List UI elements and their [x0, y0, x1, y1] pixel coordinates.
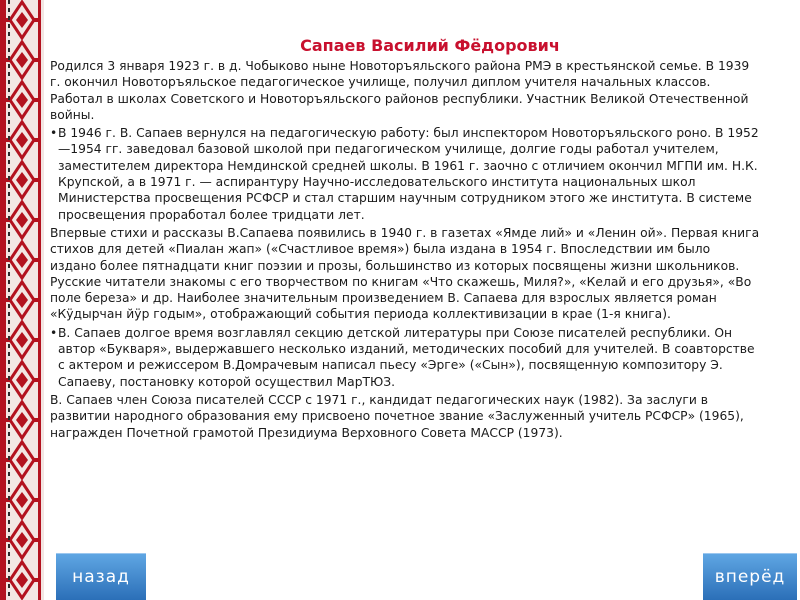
- page-title: Сапаев Василий Фёдорович: [300, 36, 560, 55]
- biography-text: [50, 58, 760, 443]
- forward-button[interactable]: вперёд: [703, 553, 797, 600]
- paragraph-literature: Впервые стихи и рассказы В.Сапаева появились в 1940 г. в газетах «Ямде лий» и «Ленин ой». Первая книга стихов для детей «Пиалан жап» («Счастливое время») была издана в 1954 г. Впоследствии им было издано более пятнадцати книг поэзии и прозы, большинство из которых посвящены жизни школьников. Русские читатели знакомы с его творчеством по книгам «Что скажешь, Миля?», «Келай и его друзья», «Во поле береза» и др. Наиболее значительным произведением В. Сапаева для взрослых является роман «Кӱдырчан йӱр годым», отображающий события периода коллективизации в крае (1-я книга).: [50, 225, 760, 322]
- back-button[interactable]: назад: [56, 553, 146, 600]
- bullet-text: В 1946 г. В. Сапаев вернулся на педагогическую работу: был инспектором Новоторъяльского роно. В 1952—1954 гг. заведовал базовой школой при педагогическом училище, долгие годы работал учителем, заместителем директора Немдинской средней школы. В 1961 г. заочно с отличием окончил МГПИ им. Н.К. Крупской, а в 1971 г. — аспирантуру Научно-исследовательского института национальных школ Министерства просвещения РСФСР и стал старшим научным сотрудником этого же института. В системе просвещения проработал более тридцати лет.: [58, 126, 759, 222]
- bullet-icon: •: [50, 325, 58, 340]
- bullet-text: В. Сапаев долгое время возглавлял секцию детской литературы при Союзе писателей республики. Он автор «Букваря», выдержавшего несколько изданий, методических пособий для учителей. В соавторстве с актером и режиссером В.Домрачевым написал пьесу «Эрге» («Сын»), посвященную композитору Э. Сапаеву, постановку которой осуществил МарТЮЗ.: [58, 325, 755, 389]
- paragraph-birth: Родился 3 января 1923 г. в д. Чобыково ныне Новоторъяльского района РМЭ в крестьянской семье. В 1939 г. окончил Новоторъяльское педагогическое училище, получил диплом учителя начальных классов. Работал в школах Советского и Новоторъяльского районов республики. Участник Великой Отечественной войны.: [50, 59, 750, 122]
- folk-ornament-border: [0, 0, 44, 600]
- bullet-icon: •: [50, 126, 58, 141]
- bullet-union: [50, 325, 760, 390]
- ornament-pattern-icon: [0, 0, 44, 600]
- paragraph-awards: В. Сапаев член Союза писателей СССР с 1971 г., кандидат педагогических наук (1982). За заслуги в развитии народного образования ему присвоено почетное звание «Заслуженный учитель РСФСР» (1965), награжден Почетной грамотой Президиума Верховного Совета МАССР (1973).: [50, 392, 744, 440]
- bullet-career: [50, 125, 760, 223]
